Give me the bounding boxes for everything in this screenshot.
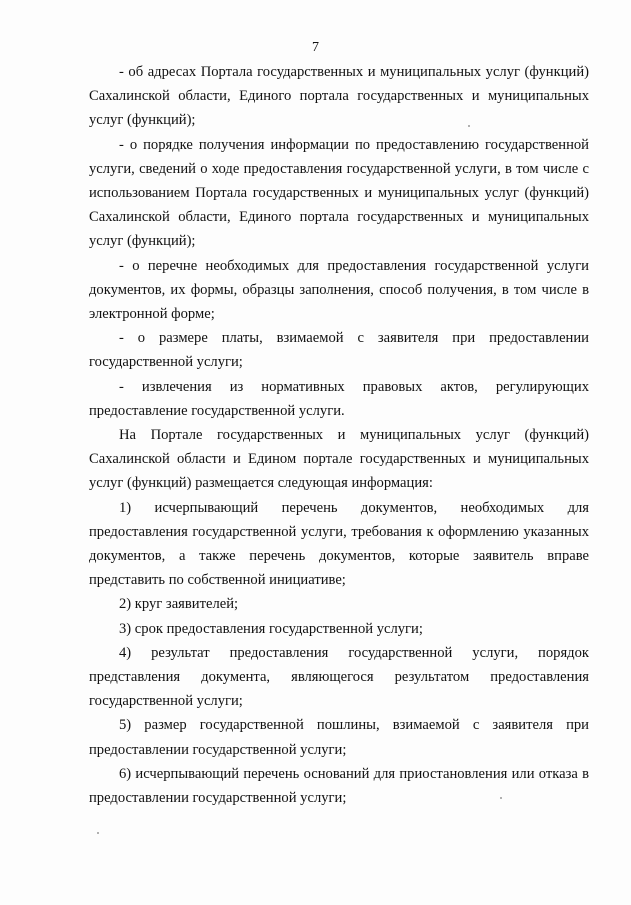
list-item-3: 3) срок предоставления государственной услуги; xyxy=(119,620,423,637)
paragraph-legal-extracts: - извлечения из нормативных правовых актов, регулирующих предоставление государственной услуги. xyxy=(89,378,589,419)
paragraph-info-procedure: - о порядке получения информации по предоставлению государственной услуги, сведений о ходе предоставления государственной услуги, в том числе с использованием Портала государственных и муниципальных услуг (функций) Сахалинской области, Единого портала государственных и муниципальных услуг (функций); xyxy=(89,136,589,250)
list-item-1: 1) исчерпывающий перечень документов, необходимых для предоставления государственной услуги, требования к оформлению указанных документов, а также перечень документов, которые заявитель вправе представить по собственной инициативе; xyxy=(89,499,589,589)
list-item-5: 5) размер государственной пошлины, взимаемой с заявителя при предоставлении государственной услуги; xyxy=(89,717,589,758)
list-item-4: 4) результат предоставления государственной услуги, порядок представления документа, являющегося результатом предоставления государственной услуги; xyxy=(89,644,589,710)
document-body xyxy=(89,60,589,810)
paragraph-documents-list: - о перечне необходимых для предоставления государственной услуги документов, их формы, образцы заполнения, способ получения, в том числе в электронной форме; xyxy=(89,257,589,323)
paragraph-portal-info-intro: На Портале государственных и муниципальных услуг (функций) Сахалинской области и Едином портале государственных и муниципальных услуг (функций) размещается следующая информация: xyxy=(89,427,589,492)
list-item-2: 2) круг заявителей; xyxy=(119,596,239,613)
scan-speck xyxy=(500,797,502,799)
paragraph-fee-amount: - о размере платы, взимаемой с заявителя при предоставлении государственной услуги; xyxy=(89,330,589,371)
page-number: 7 xyxy=(312,40,319,55)
paragraph-portal-addresses: - об адресах Портала государственных и муниципальных услуг (функций) Сахалинской области, Единого портала государственных и муниципальных услуг (функций); xyxy=(89,64,589,129)
scan-speck xyxy=(468,125,470,127)
list-item-6: 6) исчерпывающий перечень оснований для приостановления или отказа в предоставлении государственной услуги; xyxy=(89,765,589,807)
scan-speck xyxy=(97,832,99,834)
